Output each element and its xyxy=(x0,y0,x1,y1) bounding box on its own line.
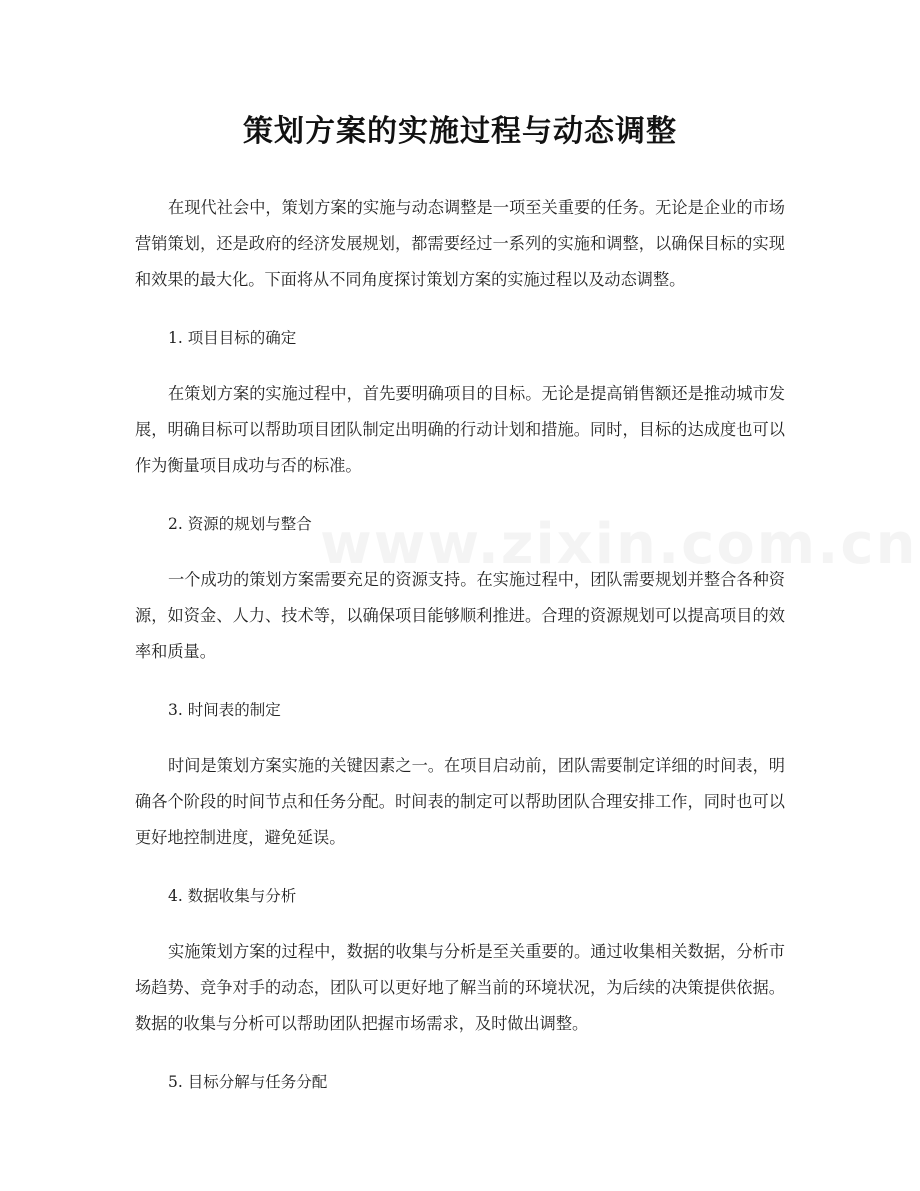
section-heading: 4. 数据收集与分析 xyxy=(168,887,297,905)
section-heading: 3. 时间表的制定 xyxy=(168,701,281,719)
section-heading: 1. 项目目标的确定 xyxy=(168,329,297,347)
section-heading: 2. 资源的规划与整合 xyxy=(168,515,312,533)
section-heading: 5. 目标分解与任务分配 xyxy=(168,1073,328,1091)
section-paragraph: 时间是策划方案实施的关键因素之一。在项目启动前，团队需要制定详细的时间表，明确各个阶段的时间节点和任务分配。时间表的制定可以帮助团队合理安排工作，同时也可以更好地控制进度，避免延误。 xyxy=(135,756,785,847)
section-3 xyxy=(135,692,785,856)
intro-block xyxy=(135,190,785,298)
section-1 xyxy=(135,320,785,484)
section-paragraph: 一个成功的策划方案需要充足的资源支持。在实施过程中，团队需要规划并整合各种资源，如资金、人力、技术等，以确保项目能够顺利推进。合理的资源规划可以提高项目的效率和质量。 xyxy=(135,570,785,661)
section-paragraph: 实施策划方案的过程中，数据的收集与分析是至关重要的。通过收集相关数据，分析市场趋势、竞争对手的动态，团队可以更好地了解当前的环境状况，为后续的决策提供依据。数据的收集与分析可以帮助团队把握市场需求，及时做出调整。 xyxy=(135,942,785,1033)
section-2 xyxy=(135,506,785,670)
section-paragraph: 在策划方案的实施过程中，首先要明确项目的目标。无论是提高销售额还是推动城市发展，明确目标可以帮助项目团队制定出明确的行动计划和措施。同时，目标的达成度也可以作为衡量项目成功与否的标准。 xyxy=(135,384,785,475)
intro-paragraph: 在现代社会中，策划方案的实施与动态调整是一项至关重要的任务。无论是企业的市场营销策划，还是政府的经济发展规划，都需要经过一系列的实施和调整，以确保目标的实现和效果的最大化。下面将从不同角度探讨策划方案的实施过程以及动态调整。 xyxy=(135,198,785,289)
document-title: 策划方案的实施过程与动态调整 xyxy=(243,114,677,149)
section-4 xyxy=(135,878,785,1042)
section-5 xyxy=(135,1064,785,1100)
